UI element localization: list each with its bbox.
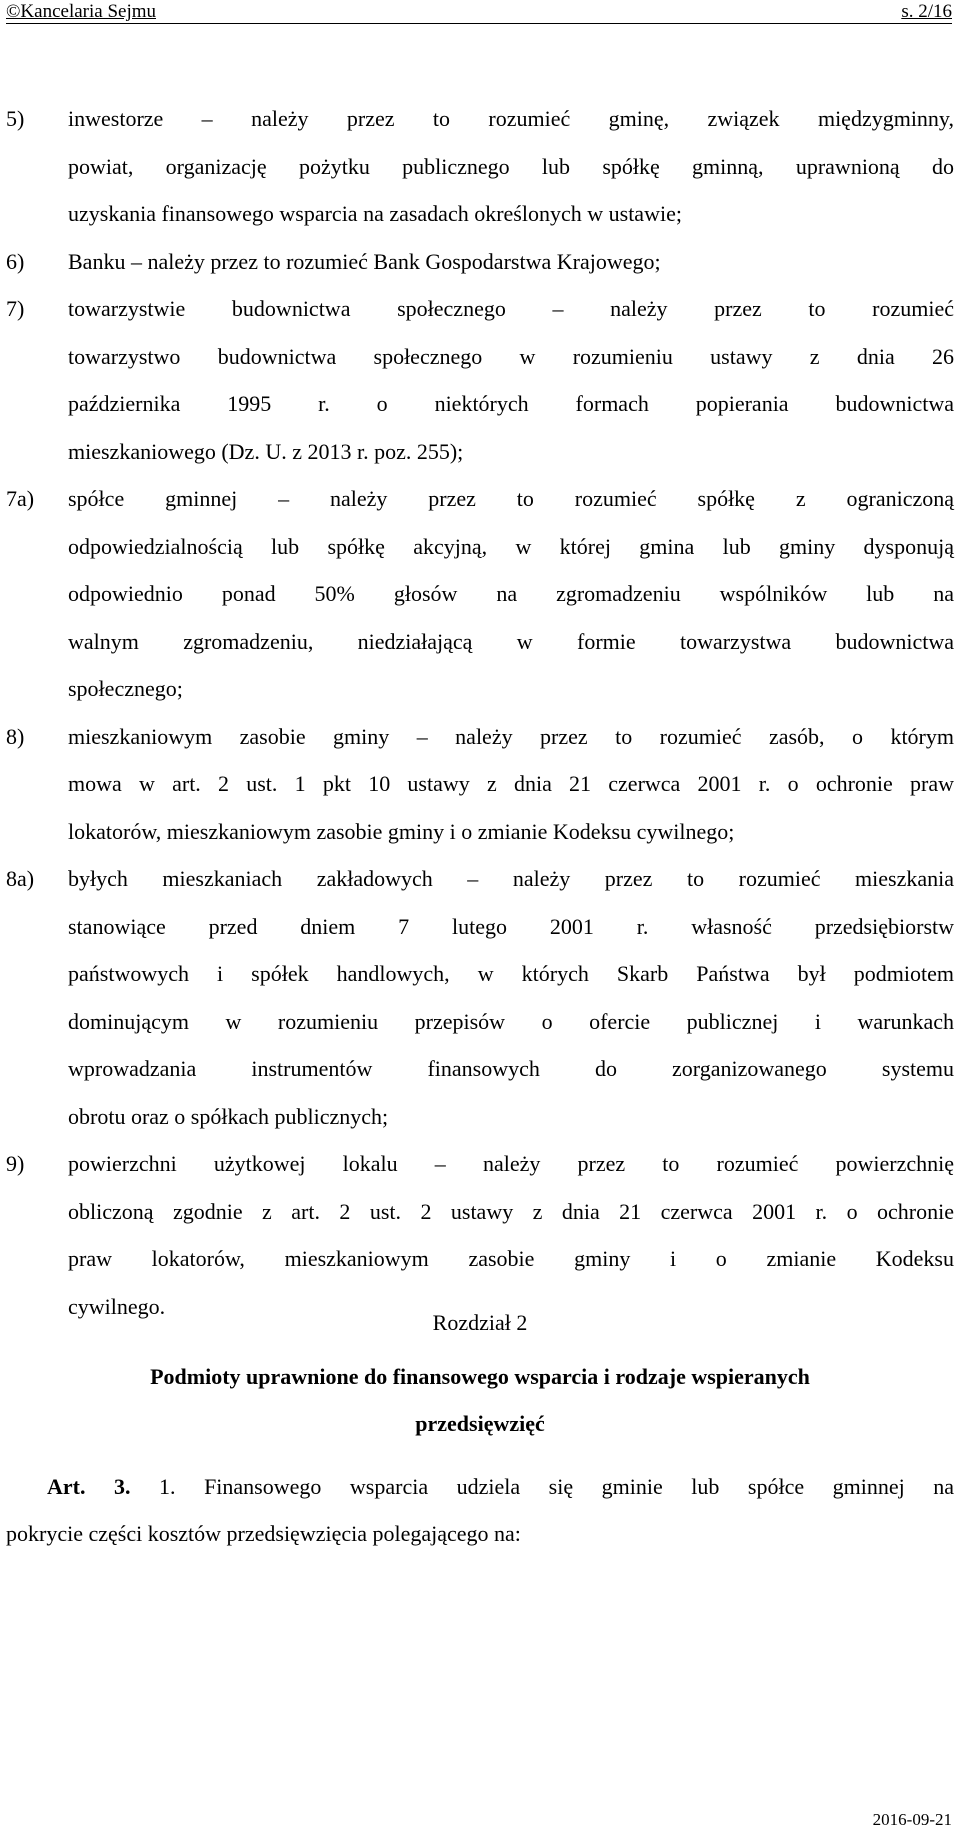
item-text-line: wprowadzania instrumentów finansowych do zorganizowanego systemu xyxy=(68,1056,954,1081)
item-text-line: lokatorów, mieszkaniowym zasobie gminy i o zmianie Kodeksu cywilnego; xyxy=(68,818,735,844)
list-item xyxy=(6,475,954,713)
item-text xyxy=(68,713,954,856)
item-text-line: stanowiące przed dniem 7 lutego 2001 r. własność przedsiębiorstw xyxy=(68,913,954,939)
item-text-line: powierzchni użytkowej lokalu – należy przez to rozumieć powierzchnię xyxy=(68,1151,954,1176)
chapter-heading: Rozdział 2 xyxy=(432,1310,528,1335)
item-text-line: obrotu oraz o spółkach publicznych; xyxy=(68,1103,389,1129)
item-text xyxy=(68,1140,954,1330)
item-text-line: towarzystwo budownictwa społecznego w rozumieniu ustawy z dnia 26 xyxy=(68,343,954,369)
list-item xyxy=(6,1140,954,1330)
header-rule xyxy=(6,23,952,24)
item-number: 5) xyxy=(6,106,25,131)
article-line-2: pokrycie części kosztów przedsięwzięcia polegającego na: xyxy=(6,1521,521,1546)
list-item xyxy=(6,238,954,286)
list-item xyxy=(6,95,954,238)
list-item xyxy=(6,713,954,856)
item-text xyxy=(68,285,954,475)
item-text-line: powiat, organizację pożytku publicznego lub spółkę gminną, uprawnioną do xyxy=(68,153,954,179)
item-number: 7a) xyxy=(6,486,35,511)
chapter-title-line-2: przedsięwzięć xyxy=(415,1411,545,1436)
item-text-line: mieszkaniowym zasobie gminy – należy przez to rozumieć zasób, o którym xyxy=(68,723,954,749)
chapter-title xyxy=(40,1353,920,1447)
item-text-line: społecznego; xyxy=(68,676,183,701)
item-text-line: cywilnego. xyxy=(68,1293,166,1319)
item-text xyxy=(68,475,954,713)
item-text-line: uzyskania finansowego wsparcia na zasadach określonych w ustawie; xyxy=(68,201,682,226)
definitions-list xyxy=(6,95,954,1330)
item-text xyxy=(68,855,954,1140)
item-text-line: państwowych i spółek handlowych, w których Skarb Państwa był podmiotem xyxy=(68,961,954,986)
item-text-line: walnym zgromadzeniu, niedziałającą w formie towarzystwa budownictwa xyxy=(68,628,954,654)
item-text-line: odpowiedzialnością lub spółkę akcyjną, w której gmina lub gminy dysponują xyxy=(68,533,954,559)
item-text-line: Banku – należy przez to rozumieć Bank Gospodarstwa Krajowego; xyxy=(68,248,661,274)
item-text-line: mowa w art. 2 ust. 1 pkt 10 ustawy z dnia 21 czerwca 2001 r. o ochronie praw xyxy=(68,771,954,796)
header-source: ©Kancelaria Sejmu xyxy=(6,1,157,22)
item-number: 8a) xyxy=(6,866,35,891)
footer-date: 2016-09-21 xyxy=(872,1810,952,1829)
item-text-line: towarzystwie budownictwa społecznego – należy przez to rozumieć xyxy=(68,296,954,321)
item-text-line: odpowiednio ponad 50% głosów na zgromadzeniu wspólników lub na xyxy=(68,581,954,606)
item-number: 7) xyxy=(6,296,25,321)
item-text-line: października 1995 r. o niektórych formach popierania budownictwa xyxy=(68,391,954,416)
header-page-number: s. 2/16 xyxy=(901,1,952,22)
item-number: 9) xyxy=(6,1151,25,1176)
item-number: 8) xyxy=(6,723,25,749)
article-text-1: 1. Finansowego wsparcia udziela się gminie lub spółce gminnej na xyxy=(159,1474,955,1499)
list-item xyxy=(6,285,954,475)
item-text-line: mieszkaniowego (Dz. U. z 2013 r. poz. 255); xyxy=(68,438,464,464)
item-text xyxy=(68,95,954,238)
item-text-line: praw lokatorów, mieszkaniowym zasobie gminy i o zmianie Kodeksu xyxy=(68,1246,954,1271)
item-text-line: inwestorze – należy przez to rozumieć gminę, związek międzygminny, xyxy=(68,106,954,131)
item-number: 6) xyxy=(6,248,25,274)
article-3 xyxy=(6,1463,954,1557)
item-text xyxy=(68,238,954,286)
chapter-title-line-1: Podmioty uprawnione do finansowego wsparcia i rodzaje wspieranych xyxy=(150,1364,810,1389)
item-text-line: dominującym w rozumieniu przepisów o ofercie publicznej i warunkach xyxy=(68,1008,954,1034)
item-text-line: obliczoną zgodnie z art. 2 ust. 2 ustawy z dnia 21 czerwca 2001 r. o ochronie xyxy=(68,1198,954,1224)
item-text-line: spółce gminnej – należy przez to rozumieć spółkę z ograniczoną xyxy=(68,486,954,511)
article-line-1 xyxy=(6,1463,954,1510)
article-label: Art. 3. xyxy=(47,1474,131,1499)
item-text-line: byłych mieszkaniach zakładowych – należy przez to rozumieć mieszkania xyxy=(68,866,954,891)
list-item xyxy=(6,855,954,1140)
